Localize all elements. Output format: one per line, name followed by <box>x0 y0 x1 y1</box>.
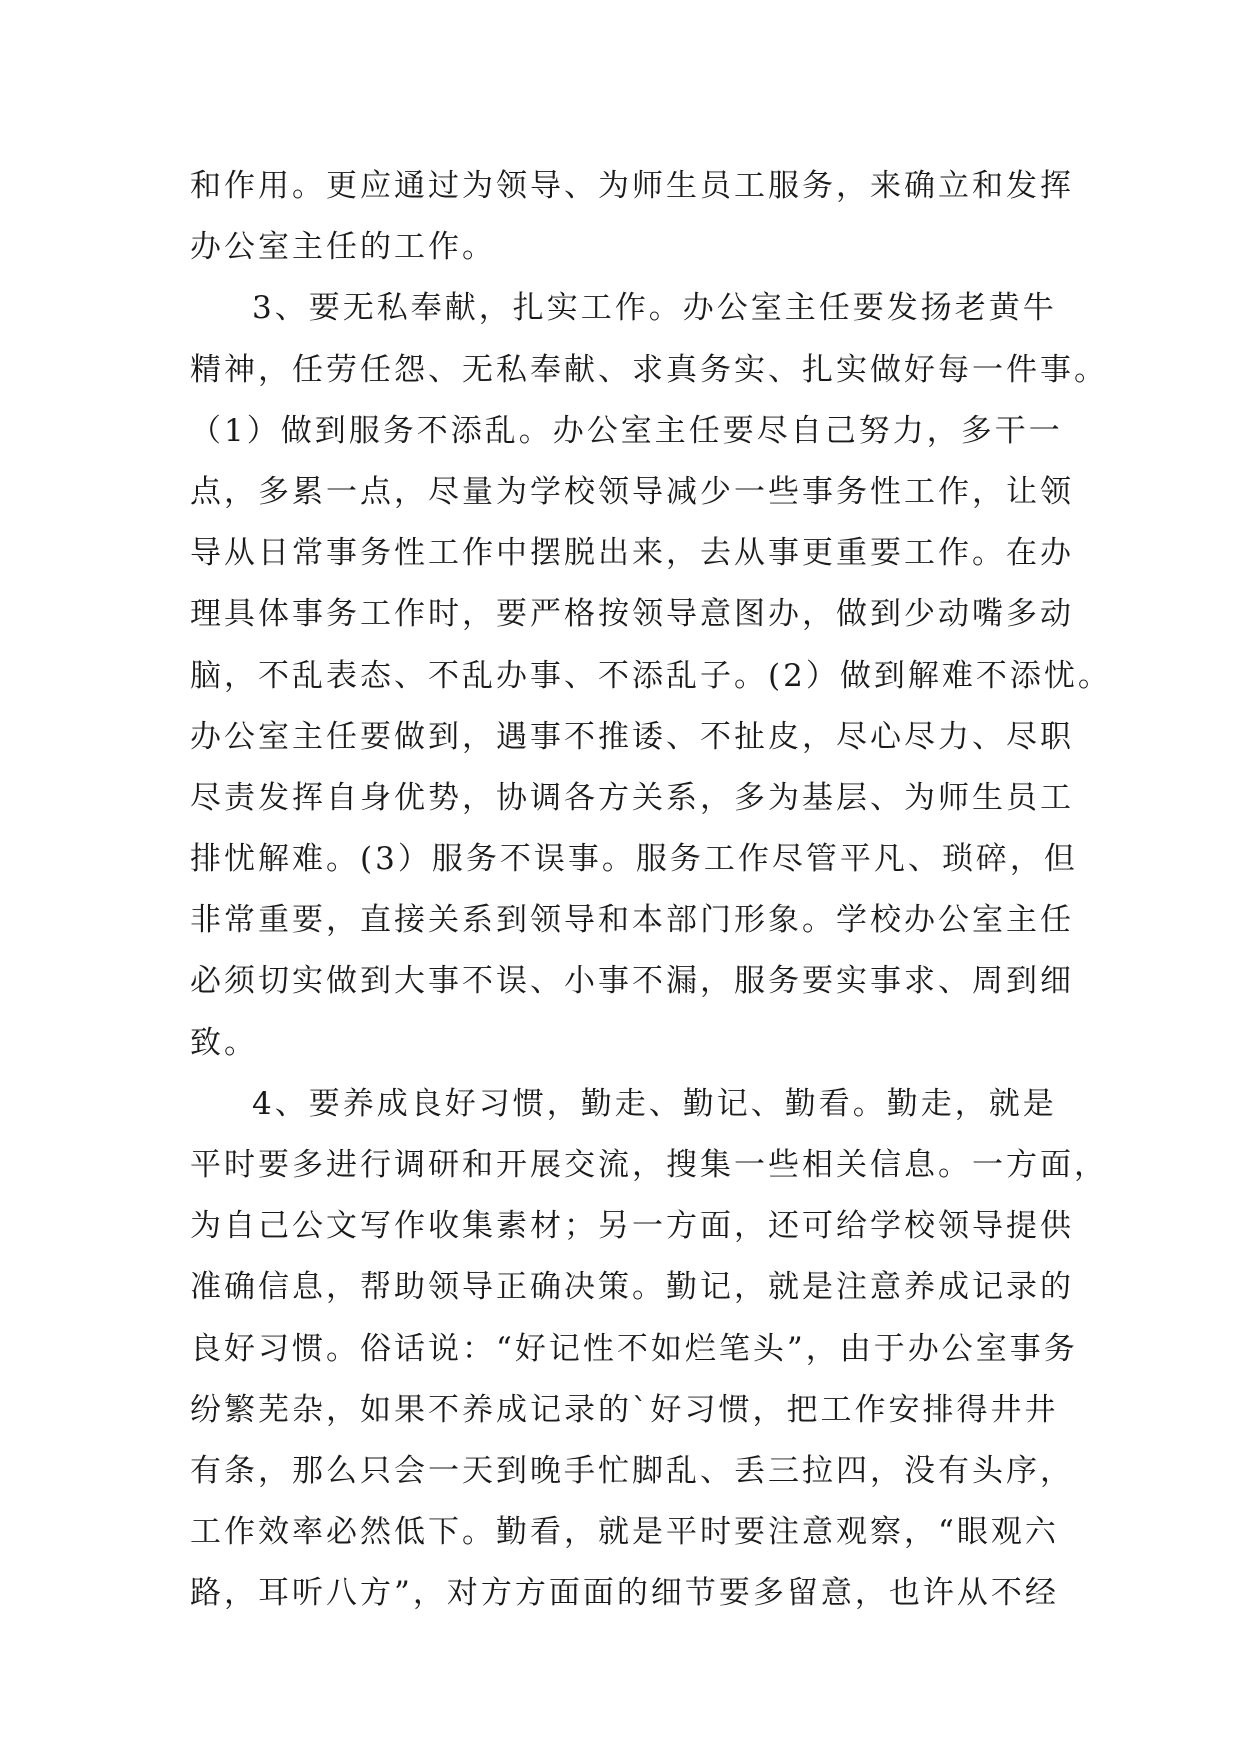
text-line: 4、要养成良好习惯，勤走、勤记、勤看。勤走，就是 <box>252 1085 1057 1122</box>
text-line: 精神，任劳任怨、无私奉献、求真务实、扎实做好每一件事。 <box>190 351 1108 388</box>
text-line: 必须切实做到大事不误、小事不漏，服务要实事求、周到细 <box>190 963 1074 1000</box>
text-line: 和作用。更应通过为领导、为师生员工服务，来确立和发挥 <box>190 168 1074 204</box>
text-line: 平时要多进行调研和开展交流，搜集一些相关信息。一方面， <box>190 1147 1108 1183</box>
text-line: 非常重要，直接关系到领导和本部门形象。学校办公室主任 <box>190 902 1074 939</box>
text-line: 致。 <box>190 1024 258 1061</box>
text-line: 良好习惯。俗话说：“好记性不如烂笔头”，由于办公室事务 <box>190 1330 1078 1367</box>
text-line: 导从日常事务性工作中摆脱出来，去从事更重要工作。在办 <box>190 535 1074 572</box>
body-text <box>190 156 1112 1625</box>
text-line: 尽责发挥自身优势，协调各方关系，多为基层、为师生员工 <box>190 779 1074 816</box>
text-line: 理具体事务工作时，要严格按领导意图办，做到少动嘴多动 <box>190 596 1074 633</box>
text-line: 脑，不乱表态、不乱办事、不添乱子。(2）做到解难不添忧。 <box>190 657 1112 694</box>
text-line: 3、要无私奉献，扎实工作。办公室主任要发扬老黄牛 <box>252 290 1057 327</box>
text-line: （1）做到服务不添乱。办公室主任要尽自己努力，多干一 <box>190 412 1063 449</box>
text-line: 准确信息，帮助领导正确决策。勤记，就是注意养成记录的 <box>190 1269 1074 1306</box>
text-line: 有条，那么只会一天到晚手忙脚乱、丢三拉四，没有头序， <box>190 1452 1074 1489</box>
text-line: 办公室主任的工作。 <box>190 229 496 266</box>
text-line: 工作效率必然低下。勤看，就是平时要注意观察，“眼观六 <box>190 1514 1059 1551</box>
text-line: 排忧解难。(3）服务不误事。服务工作尽管平凡、琐碎，但 <box>190 841 1078 878</box>
text-line: 点，多累一点，尽量为学校领导减少一些事务性工作，让领 <box>190 473 1074 510</box>
text-line: 路，耳听八方”，对方方面面的细节要多留意，也许从不经 <box>190 1575 1059 1612</box>
text-line: 为自己公文写作收集素材；另一方面，还可给学校领导提供 <box>190 1208 1074 1245</box>
text-line: 纷繁芜杂，如果不养成记录的`好习惯，把工作安排得井井 <box>190 1391 1059 1428</box>
text-line: 办公室主任要做到，遇事不推诿、不扯皮，尽心尽力、尽职 <box>190 718 1074 755</box>
